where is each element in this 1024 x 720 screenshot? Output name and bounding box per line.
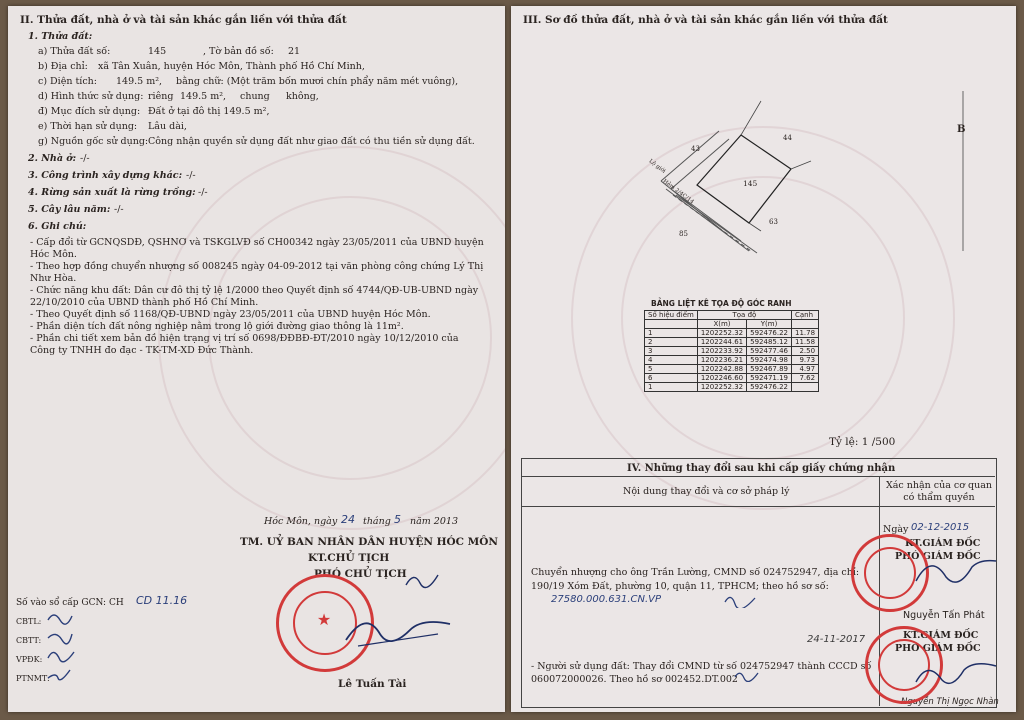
neighbor-63: 63 bbox=[769, 218, 778, 226]
cell-x: 1202233.92 bbox=[697, 347, 746, 356]
book-number-label: Số vào sổ cấp GCN: CH bbox=[16, 598, 124, 608]
col-edge: Cạnh bbox=[792, 311, 819, 320]
section-iii-title: III. Sơ đồ thửa đất, nhà ở và tài sản khác gắn liền với thửa đất bbox=[523, 14, 888, 26]
parcel-sketch bbox=[641, 91, 971, 256]
change-entry-1: Chuyển nhượng cho ông Trần Lường, CMND số 024752947, địa chỉ: 190/19 Xóm Đất, phường 10, quận 11, TPHCM; theo hồ sơ số: bbox=[531, 567, 860, 592]
deputy-director-1: PHÓ GIÁM ĐỐC bbox=[895, 551, 981, 562]
cell-edge: 2.50 bbox=[792, 347, 819, 356]
changes-head-divider bbox=[521, 506, 995, 507]
house-value: -/- bbox=[80, 153, 90, 164]
cell-edge: 4.97 bbox=[792, 365, 819, 374]
cell-edge: 9.73 bbox=[792, 356, 819, 365]
address-value: xã Tân Xuân, huyện Hóc Môn, Thành phố Hồ Chí Minh, bbox=[98, 61, 365, 72]
right-page bbox=[511, 6, 1016, 712]
scale-label: Tỷ lệ: 1 /500 bbox=[829, 436, 896, 448]
table-row bbox=[645, 365, 819, 374]
neighbor-43: 43 bbox=[691, 145, 700, 153]
house-heading: 2. Nhà ở: bbox=[28, 153, 77, 164]
star-icon: ★ bbox=[316, 610, 332, 629]
cell-y: 592485.12 bbox=[747, 338, 792, 347]
cbtt-label: CBTT: bbox=[16, 636, 42, 645]
initial-mark bbox=[404, 571, 444, 591]
construction-heading: 3. Công trình xây dựng khác: bbox=[28, 170, 183, 181]
date2-stamp: 24-11-2017 bbox=[807, 634, 866, 645]
cell-y: 592477.46 bbox=[747, 347, 792, 356]
usage-form-private-area: 149.5 m², bbox=[180, 91, 227, 102]
cell-edge: 7.62 bbox=[792, 374, 819, 383]
initials-signatures bbox=[44, 606, 84, 686]
cell-edge bbox=[792, 383, 819, 392]
parcel-number-label: a) Thửa đất số: bbox=[38, 46, 111, 57]
table-row bbox=[645, 383, 819, 392]
authority-title: TM. UỶ BAN NHÂN DÂN HUYỆN HÓC MÔN bbox=[240, 536, 499, 548]
changes-title: IV. Những thay đổi sau khi cấp giấy chứng nhận bbox=[627, 463, 896, 474]
north-arrow-label: B bbox=[957, 124, 966, 135]
forest-heading: 4. Rừng sản xuất là rừng trồng: bbox=[28, 187, 196, 198]
day-handwritten: 24 bbox=[341, 513, 355, 526]
note-6: - Phần chi tiết xem bản đồ hiện trạng vị trí số 0698/ĐĐBĐ-ĐT/2010 ngày 10/12/2010 của Công ty TNHH đo đạc - TK-TM-XD Đức Thành. bbox=[30, 333, 459, 356]
chairman-signature bbox=[338, 606, 458, 656]
entry2-initial bbox=[733, 668, 763, 682]
month-handwritten: 5 bbox=[394, 513, 401, 526]
entry1-initial bbox=[723, 592, 763, 608]
vice-chairman: PHÓ CHỦ TỊCH bbox=[314, 568, 407, 580]
signer-2: Nguyễn Thị Ngọc Nhàn bbox=[901, 697, 999, 707]
cell-x: 1202252.32 bbox=[697, 383, 746, 392]
usage-form-shared-value: không, bbox=[286, 91, 319, 102]
deputy-director-2: PHÓ GIÁM ĐỐC bbox=[895, 643, 981, 654]
forest-value: -/- bbox=[198, 187, 208, 198]
term-label: e) Thời hạn sử dụng: bbox=[38, 121, 138, 132]
cell-point: 1 bbox=[645, 383, 698, 392]
construction-value: -/- bbox=[186, 170, 196, 181]
coord-table bbox=[644, 310, 819, 392]
table-row bbox=[645, 347, 819, 356]
cell-point: 4 bbox=[645, 356, 698, 365]
cell-point: 3 bbox=[645, 347, 698, 356]
note-5: - Phần diện tích đất nông nghiệp nằm trong lộ giới đường giao thông là 11m². bbox=[30, 321, 404, 332]
changes-col1-header: Nội dung thay đổi và cơ sở pháp lý bbox=[623, 486, 790, 497]
trees-value: -/- bbox=[114, 204, 124, 215]
note-4: - Theo Quyết định số 1168/QĐ-UBND ngày 23/05/2011 của UBND huyện Hóc Môn. bbox=[30, 309, 431, 320]
term-value: Lâu dài, bbox=[148, 121, 187, 132]
cell-x: 1202236.21 bbox=[697, 356, 746, 365]
cell-y: 592474.98 bbox=[747, 356, 792, 365]
note-1: - Cấp đổi từ GCNQSDĐ, QSHNƠ và TSKGLVĐ số CH00342 ngày 23/05/2011 của UBND huyện Hóc Môn. bbox=[30, 237, 484, 260]
cell-x: 1202246.60 bbox=[697, 374, 746, 383]
usage-form-private: riêng bbox=[148, 91, 174, 102]
cell-point: 5 bbox=[645, 365, 698, 374]
cell-y: 592471.19 bbox=[747, 374, 792, 383]
address-label: b) Địa chỉ: bbox=[38, 61, 88, 72]
book-number-handwritten: CD 11.16 bbox=[136, 594, 188, 607]
place-date-prefix: Hóc Môn, ngày bbox=[264, 516, 338, 527]
usage-form-label: d) Hình thức sử dụng: bbox=[38, 91, 144, 102]
note-3: - Chức năng khu đất: Dân cư đô thị tỷ lệ 1/2000 theo Quyết định số 4744/QĐ-UB-UBND ngày 22/10/2010 của UBND thành phố Hồ Chí Minh. bbox=[30, 285, 479, 308]
year-label: năm 2013 bbox=[410, 516, 458, 527]
note-2: - Theo hợp đồng chuyển nhượng số 008245 ngày 04-09-2012 tại văn phòng công chứng Lý Thị Như Hòa. bbox=[30, 261, 484, 284]
usage-form-shared: chung bbox=[240, 91, 270, 102]
cell-y: 592476.22 bbox=[747, 383, 792, 392]
area-in-words: bằng chữ: (Một trăm bốn mươi chín phẩy năm mét vuông), bbox=[176, 76, 459, 87]
vpdk-label: VPĐK: bbox=[16, 655, 43, 664]
signature-1 bbox=[911, 551, 1001, 591]
col-point: Số hiệu điểm bbox=[645, 311, 698, 320]
date1-value: 02-12-2015 bbox=[911, 522, 970, 533]
col-y: Y(m) bbox=[747, 320, 792, 329]
table-row bbox=[645, 338, 819, 347]
cell-edge: 11.58 bbox=[792, 338, 819, 347]
cell-point: 6 bbox=[645, 374, 698, 383]
purpose-label: đ) Mục đích sử dụng: bbox=[38, 106, 141, 117]
notes-heading: 6. Ghi chú: bbox=[28, 221, 87, 232]
table-row bbox=[645, 329, 819, 338]
neighbor-lines bbox=[741, 101, 811, 231]
map-sheet-number: 21 bbox=[288, 46, 301, 57]
col-coords: Tọa độ bbox=[697, 311, 791, 320]
parcel-number: 145 bbox=[148, 46, 167, 57]
date1-label: Ngày bbox=[883, 524, 909, 535]
cell-y: 592476.22 bbox=[747, 329, 792, 338]
area-label: c) Diện tích: bbox=[38, 76, 97, 87]
dossier-number-handwritten: 27580.000.631.CN.VP bbox=[551, 594, 662, 605]
col-x: X(m) bbox=[697, 320, 746, 329]
road-boundary-label: Lộ giới bbox=[647, 158, 667, 175]
cell-point: 2 bbox=[645, 338, 698, 347]
kt-director-1: KT.GIÁM ĐỐC bbox=[905, 538, 981, 549]
origin-label: g) Nguồn gốc sử dụng: bbox=[38, 136, 149, 147]
change-entry-2: - Người sử dụng đất: Thay đổi CMND từ số 024752947 thành CCCD số 060072000026. Theo hồ sơ 002452.DT.002 bbox=[531, 661, 872, 685]
neighbor-44: 44 bbox=[783, 134, 792, 142]
cell-x: 1202252.32 bbox=[697, 329, 746, 338]
area-value: 149.5 m², bbox=[116, 76, 163, 87]
left-page bbox=[8, 6, 505, 712]
signer-1: Nguyễn Tấn Phát bbox=[903, 610, 985, 621]
kt-chairman: KT.CHỦ TỊCH bbox=[308, 552, 390, 564]
road-label: Hẻm 2/4C/14 bbox=[661, 178, 695, 206]
coord-table-title: BẢNG LIỆT KÊ TỌA ĐỘ GÓC RANH bbox=[651, 299, 792, 308]
ptnmt-label: PTNMT: bbox=[16, 674, 50, 683]
table-row bbox=[645, 374, 819, 383]
parcel-label-145: 145 bbox=[743, 179, 758, 188]
signature-2 bbox=[911, 656, 1001, 692]
trees-heading: 5. Cây lâu năm: bbox=[28, 204, 111, 215]
month-label: tháng bbox=[363, 516, 391, 527]
cell-x: 1202242.88 bbox=[697, 365, 746, 374]
neighbor-85: 85 bbox=[679, 230, 688, 238]
cell-y: 592467.89 bbox=[747, 365, 792, 374]
cbtl-label: CBTL: bbox=[16, 617, 42, 626]
cell-point: 1 bbox=[645, 329, 698, 338]
purpose-value: Đất ở tại đô thị 149.5 m², bbox=[148, 106, 270, 117]
cell-edge: 11.78 bbox=[792, 329, 819, 338]
kt-director-2: KT.GIÁM ĐỐC bbox=[903, 630, 979, 641]
map-sheet-label: , Tờ bản đồ số: bbox=[203, 46, 274, 57]
cell-x: 1202244.61 bbox=[697, 338, 746, 347]
signer-name: Lê Tuấn Tài bbox=[338, 678, 407, 690]
origin-value: Công nhận quyền sử dụng đất như giao đất có thu tiền sử dụng đất. bbox=[148, 136, 475, 147]
table-row bbox=[645, 356, 819, 365]
land-heading: 1. Thửa đất: bbox=[28, 31, 93, 42]
changes-col2-header: Xác nhận của cơ quan có thẩm quyền bbox=[886, 480, 992, 503]
section-ii-title: II. Thửa đất, nhà ở và tài sản khác gắn liền với thửa đất bbox=[20, 14, 347, 26]
